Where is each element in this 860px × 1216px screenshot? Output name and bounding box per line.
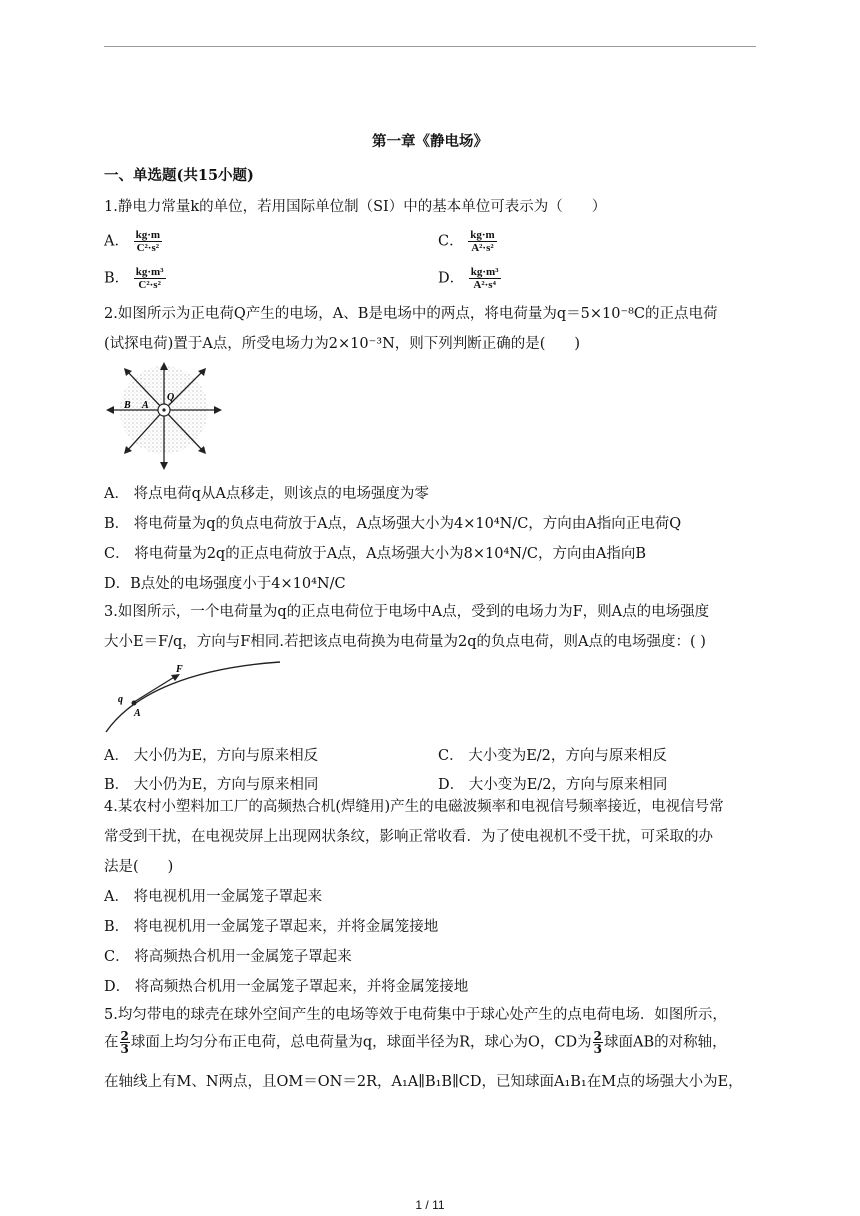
- q1-option-a: A． $\frac{kg\cdot m}{\text{C²·s²}}$: [104, 229, 161, 254]
- q4-stem-line3: 法是( ): [104, 859, 174, 875]
- q4-option-d: D． 将高频热合机用一金属笼子罩起来，并将金属笼接地: [104, 979, 469, 995]
- q4-stem-line1: 4.某农村小塑料加工厂的高频热合机(焊缝用)产生的电磁波频率和电视信号频率接近，电视信号常: [104, 799, 724, 815]
- q1-d-fraction: $\frac{\text{kg·m³}}{\text{A²·s⁴}}$: [470, 266, 499, 291]
- page-number: 1 / 11: [415, 1198, 445, 1212]
- q3-option-d: D． 大小变为E/2，方向与原来相同: [438, 777, 668, 793]
- q2-option-b: B． 将电荷量为q的负点电荷放于A点，A点场强大小为4×10⁴N/C，方向由A指向正电荷Q: [104, 516, 682, 532]
- q5-stem-line1: 5.均匀带电的球壳在球外空间产生的电场等效于电荷集中于球心处产生的点电荷电场．如图所示，: [104, 1007, 727, 1023]
- q3-field-line-diagram: [104, 658, 284, 734]
- svg-text:A: A: [142, 400, 149, 411]
- q4-option-b: B． 将电视机用一金属笼子罩起来，并将金属笼接地: [104, 919, 439, 935]
- q2-option-a: A． 将点电荷q从A点移走，则该点的电场强度为零: [104, 486, 429, 502]
- q1-option-d: D． $\frac{\text{kg·m³}}{\text{A²·s⁴}}$: [438, 266, 499, 291]
- q4-option-a: A． 将电视机用一金属笼子罩起来: [104, 889, 323, 905]
- q1-option-c: C． $\frac{kg\cdot m}{\text{A²·s²}}$: [438, 229, 495, 254]
- q1-b-fraction: $\frac{\text{kg·m³}}{\text{C²·s²}}$: [135, 266, 164, 291]
- q2-stem-line2: (试探电荷)置于A点，所受电场力为2×10⁻³N，则下列判断正确的是( ): [104, 336, 581, 352]
- q1-c-fraction: $\frac{kg\cdot m}{\text{A²·s²}}$: [470, 229, 495, 254]
- page-title: 第一章《静电场》: [372, 133, 488, 150]
- q1-stem: 1.静电力常量k的单位，若用国际单位制（SI）中的基本单位可表示为（ ）: [104, 199, 607, 215]
- q3-option-a: A． 大小仍为E，方向与原来相反: [104, 748, 319, 764]
- svg-text:A: A: [134, 708, 141, 719]
- q4-stem-line2: 常受到干扰，在电视荧屏上出现网状条纹，影响正常收看．为了使电视机不受干扰，可采取的办: [104, 829, 713, 845]
- svg-text:q: q: [118, 694, 123, 705]
- q5-stem-line3: 在轴线上有M、N两点，且OM＝ON＝2R，A₁A∥B₁B∥CD，已知球面A₁B₁在M点的场强大小为E，: [104, 1074, 743, 1090]
- q3-option-c: C． 大小变为E/2，方向与原来相反: [438, 748, 667, 764]
- q2-stem-line1: 2.如图所示为正电荷Q产生的电场，A、B是电场中的两点，将电荷量为q＝5×10⁻⁸C的正点电荷: [104, 306, 718, 322]
- q3-stem-line2: 大小E＝F/q，方向与F相同.若把该点电荷换为电荷量为2q的负点电荷，则A点的电场强度：( ): [104, 634, 706, 650]
- q2-option-c: C． 将电荷量为2q的正点电荷放于A点，A点场强大小为8×10⁴N/C，方向由A指向B: [104, 546, 647, 562]
- q5-stem-line2: 在 $\frac{2}{3}$ 球面上均匀分布正电荷，总电荷量为q，球面半径为R，球心为O，CD为 $\frac{2}{3}$ 球面AB的对称轴，: [104, 1029, 727, 1056]
- svg-text:Q: Q: [167, 392, 175, 403]
- section-heading: 一、单选题(共15小题): [104, 167, 254, 184]
- header-rule: [104, 46, 756, 47]
- q5-fraction-two-thirds-2: $\frac{2}{3}$: [593, 1029, 603, 1056]
- q3-option-b: B． 大小仍为E，方向与原来相同: [104, 777, 319, 793]
- q2-field-diagram: [104, 362, 224, 472]
- q4-option-c: C． 将高频热合机用一金属笼子罩起来: [104, 949, 352, 965]
- svg-text:B: B: [124, 400, 131, 411]
- q1-option-b: B． $\frac{\text{kg·m³}}{\text{C²·s²}}$: [104, 266, 164, 291]
- q1-a-fraction: $\frac{kg\cdot m}{\text{C²·s²}}$: [135, 229, 161, 254]
- svg-text:F: F: [176, 664, 183, 675]
- q3-stem-line1: 3.如图所示，一个电荷量为q的正点电荷位于电场中A点，受到的电场力为F，则A点的电场强度: [104, 604, 710, 620]
- q2-option-d: D．B点处的电场强度小于4×10⁴N/C: [104, 576, 346, 592]
- q5-fraction-two-thirds: $\frac{2}{3}$: [120, 1029, 129, 1056]
